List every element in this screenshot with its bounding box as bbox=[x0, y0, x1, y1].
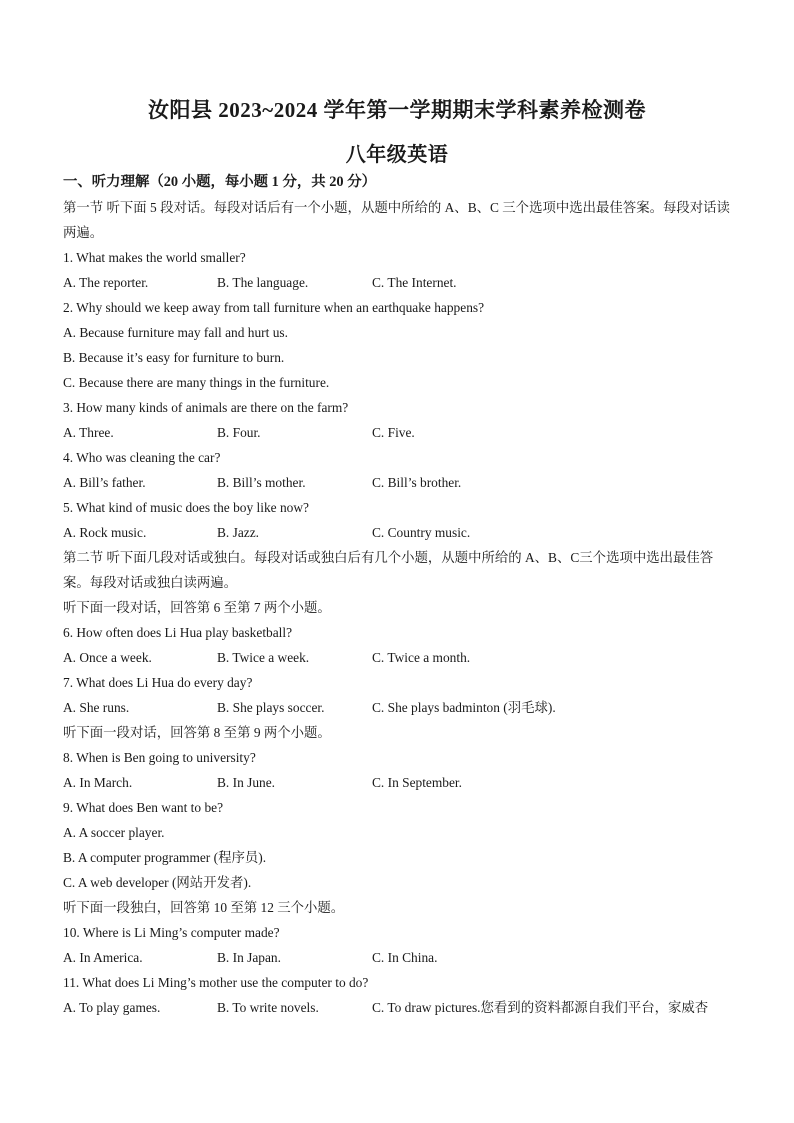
exam-content bbox=[63, 170, 733, 1020]
option-a: A. In America. bbox=[63, 950, 143, 965]
question-stem: 1. What makes the world smaller? bbox=[63, 250, 246, 265]
option-b: B. Because it’s easy for furniture to burn. bbox=[63, 350, 285, 365]
option-c bbox=[372, 995, 708, 1020]
question-stem: 9. What does Ben want to be? bbox=[63, 800, 224, 815]
section2-instructions: 第二节 听下面几段对话或独白。每段对话或独白后有几个小题，从题中所给的 A、B、C三个选项中选出最佳答案。每段对话或独白读两遍。 bbox=[63, 550, 714, 590]
options-row bbox=[63, 695, 733, 720]
page-title: 汝阳县 2023~2024 学年第一学期期末学科素养检测卷 bbox=[148, 98, 646, 122]
section1-instructions: 第一节 听下面 5 段对话。每段对话后有一个小题，从题中所给的 A、B、C 三个选项中选出最佳答案。每段对话读两遍。 bbox=[63, 200, 730, 240]
option-b: B. Bill’s mother. bbox=[217, 475, 306, 490]
question-stem: 7. What does Li Hua do every day? bbox=[63, 675, 253, 690]
option-b: B. Four. bbox=[217, 425, 261, 440]
group-intro: 听下面一段对话，回答第 6 至第 7 两个小题。 bbox=[63, 600, 331, 615]
question-stem: 8. When is Ben going to university? bbox=[63, 750, 256, 765]
question-stem: 2. Why should we keep away from tall furniture when an earthquake happens? bbox=[63, 300, 485, 315]
option-c: C. She plays badminton (羽毛球). bbox=[372, 700, 556, 715]
option-b: B. She plays soccer. bbox=[217, 700, 325, 715]
options-row bbox=[63, 995, 733, 1020]
options-row bbox=[63, 945, 733, 970]
option-a: A. A soccer player. bbox=[63, 825, 165, 840]
part1-heading: 一、听力理解（20 小题，每小题 1 分，共 20 分） bbox=[63, 174, 376, 190]
options-row bbox=[63, 420, 733, 445]
question-stem: 11. What does Li Ming’s mother use the computer to do? bbox=[63, 975, 369, 990]
option-a: A. Three. bbox=[63, 425, 114, 440]
option-b: B. The language. bbox=[217, 275, 309, 290]
question-stem: 6. How often does Li Hua play basketball? bbox=[63, 625, 293, 640]
options-row bbox=[63, 270, 733, 295]
question-stem: 5. What kind of music does the boy like now? bbox=[63, 500, 309, 515]
group-intro: 听下面一段对话，回答第 8 至第 9 两个小题。 bbox=[63, 725, 331, 740]
option-b: B. To write novels. bbox=[217, 1000, 319, 1015]
option-a: A. In March. bbox=[63, 775, 133, 790]
option-a: A. Because furniture may fall and hurt us. bbox=[63, 325, 288, 340]
option-c: C. Bill’s brother. bbox=[372, 475, 462, 490]
options-row bbox=[63, 645, 733, 670]
option-a: A. The reporter. bbox=[63, 275, 149, 290]
option-b: B. Twice a week. bbox=[217, 650, 310, 665]
option-a: A. Bill’s father. bbox=[63, 475, 146, 490]
option-a: A. To play games. bbox=[63, 1000, 161, 1015]
page-subtitle: 八年级英语 bbox=[345, 144, 449, 166]
watermark-text: 您看到的资料都源自我们平台，家威杏 bbox=[480, 1000, 709, 1015]
option-c: C. Country music. bbox=[372, 525, 471, 540]
option-c-text: C. To draw pictures. bbox=[372, 1000, 481, 1015]
option-b: B. In Japan. bbox=[217, 950, 281, 965]
options-row bbox=[63, 470, 733, 495]
option-b: B. A computer programmer (程序员). bbox=[63, 850, 267, 865]
question-stem: 4. Who was cleaning the car? bbox=[63, 450, 221, 465]
option-c: C. A web developer (网站开发者). bbox=[63, 875, 252, 890]
option-a: A. Rock music. bbox=[63, 525, 147, 540]
option-c: C. Twice a month. bbox=[372, 650, 471, 665]
question-stem: 10. Where is Li Ming’s computer made? bbox=[63, 925, 280, 940]
option-a: A. She runs. bbox=[63, 700, 130, 715]
option-c: C. In September. bbox=[372, 775, 463, 790]
group-intro: 听下面一段独白，回答第 10 至第 12 三个小题。 bbox=[63, 900, 345, 915]
option-b: B. In June. bbox=[217, 775, 276, 790]
option-c: C. The Internet. bbox=[372, 275, 457, 290]
question-stem: 3. How many kinds of animals are there on the farm? bbox=[63, 400, 349, 415]
options-row bbox=[63, 770, 733, 795]
option-c: C. Five. bbox=[372, 425, 415, 440]
option-a: A. Once a week. bbox=[63, 650, 152, 665]
option-b: B. Jazz. bbox=[217, 525, 260, 540]
option-c: C. In China. bbox=[372, 950, 438, 965]
options-row bbox=[63, 520, 733, 545]
option-c: C. Because there are many things in the furniture. bbox=[63, 375, 330, 390]
